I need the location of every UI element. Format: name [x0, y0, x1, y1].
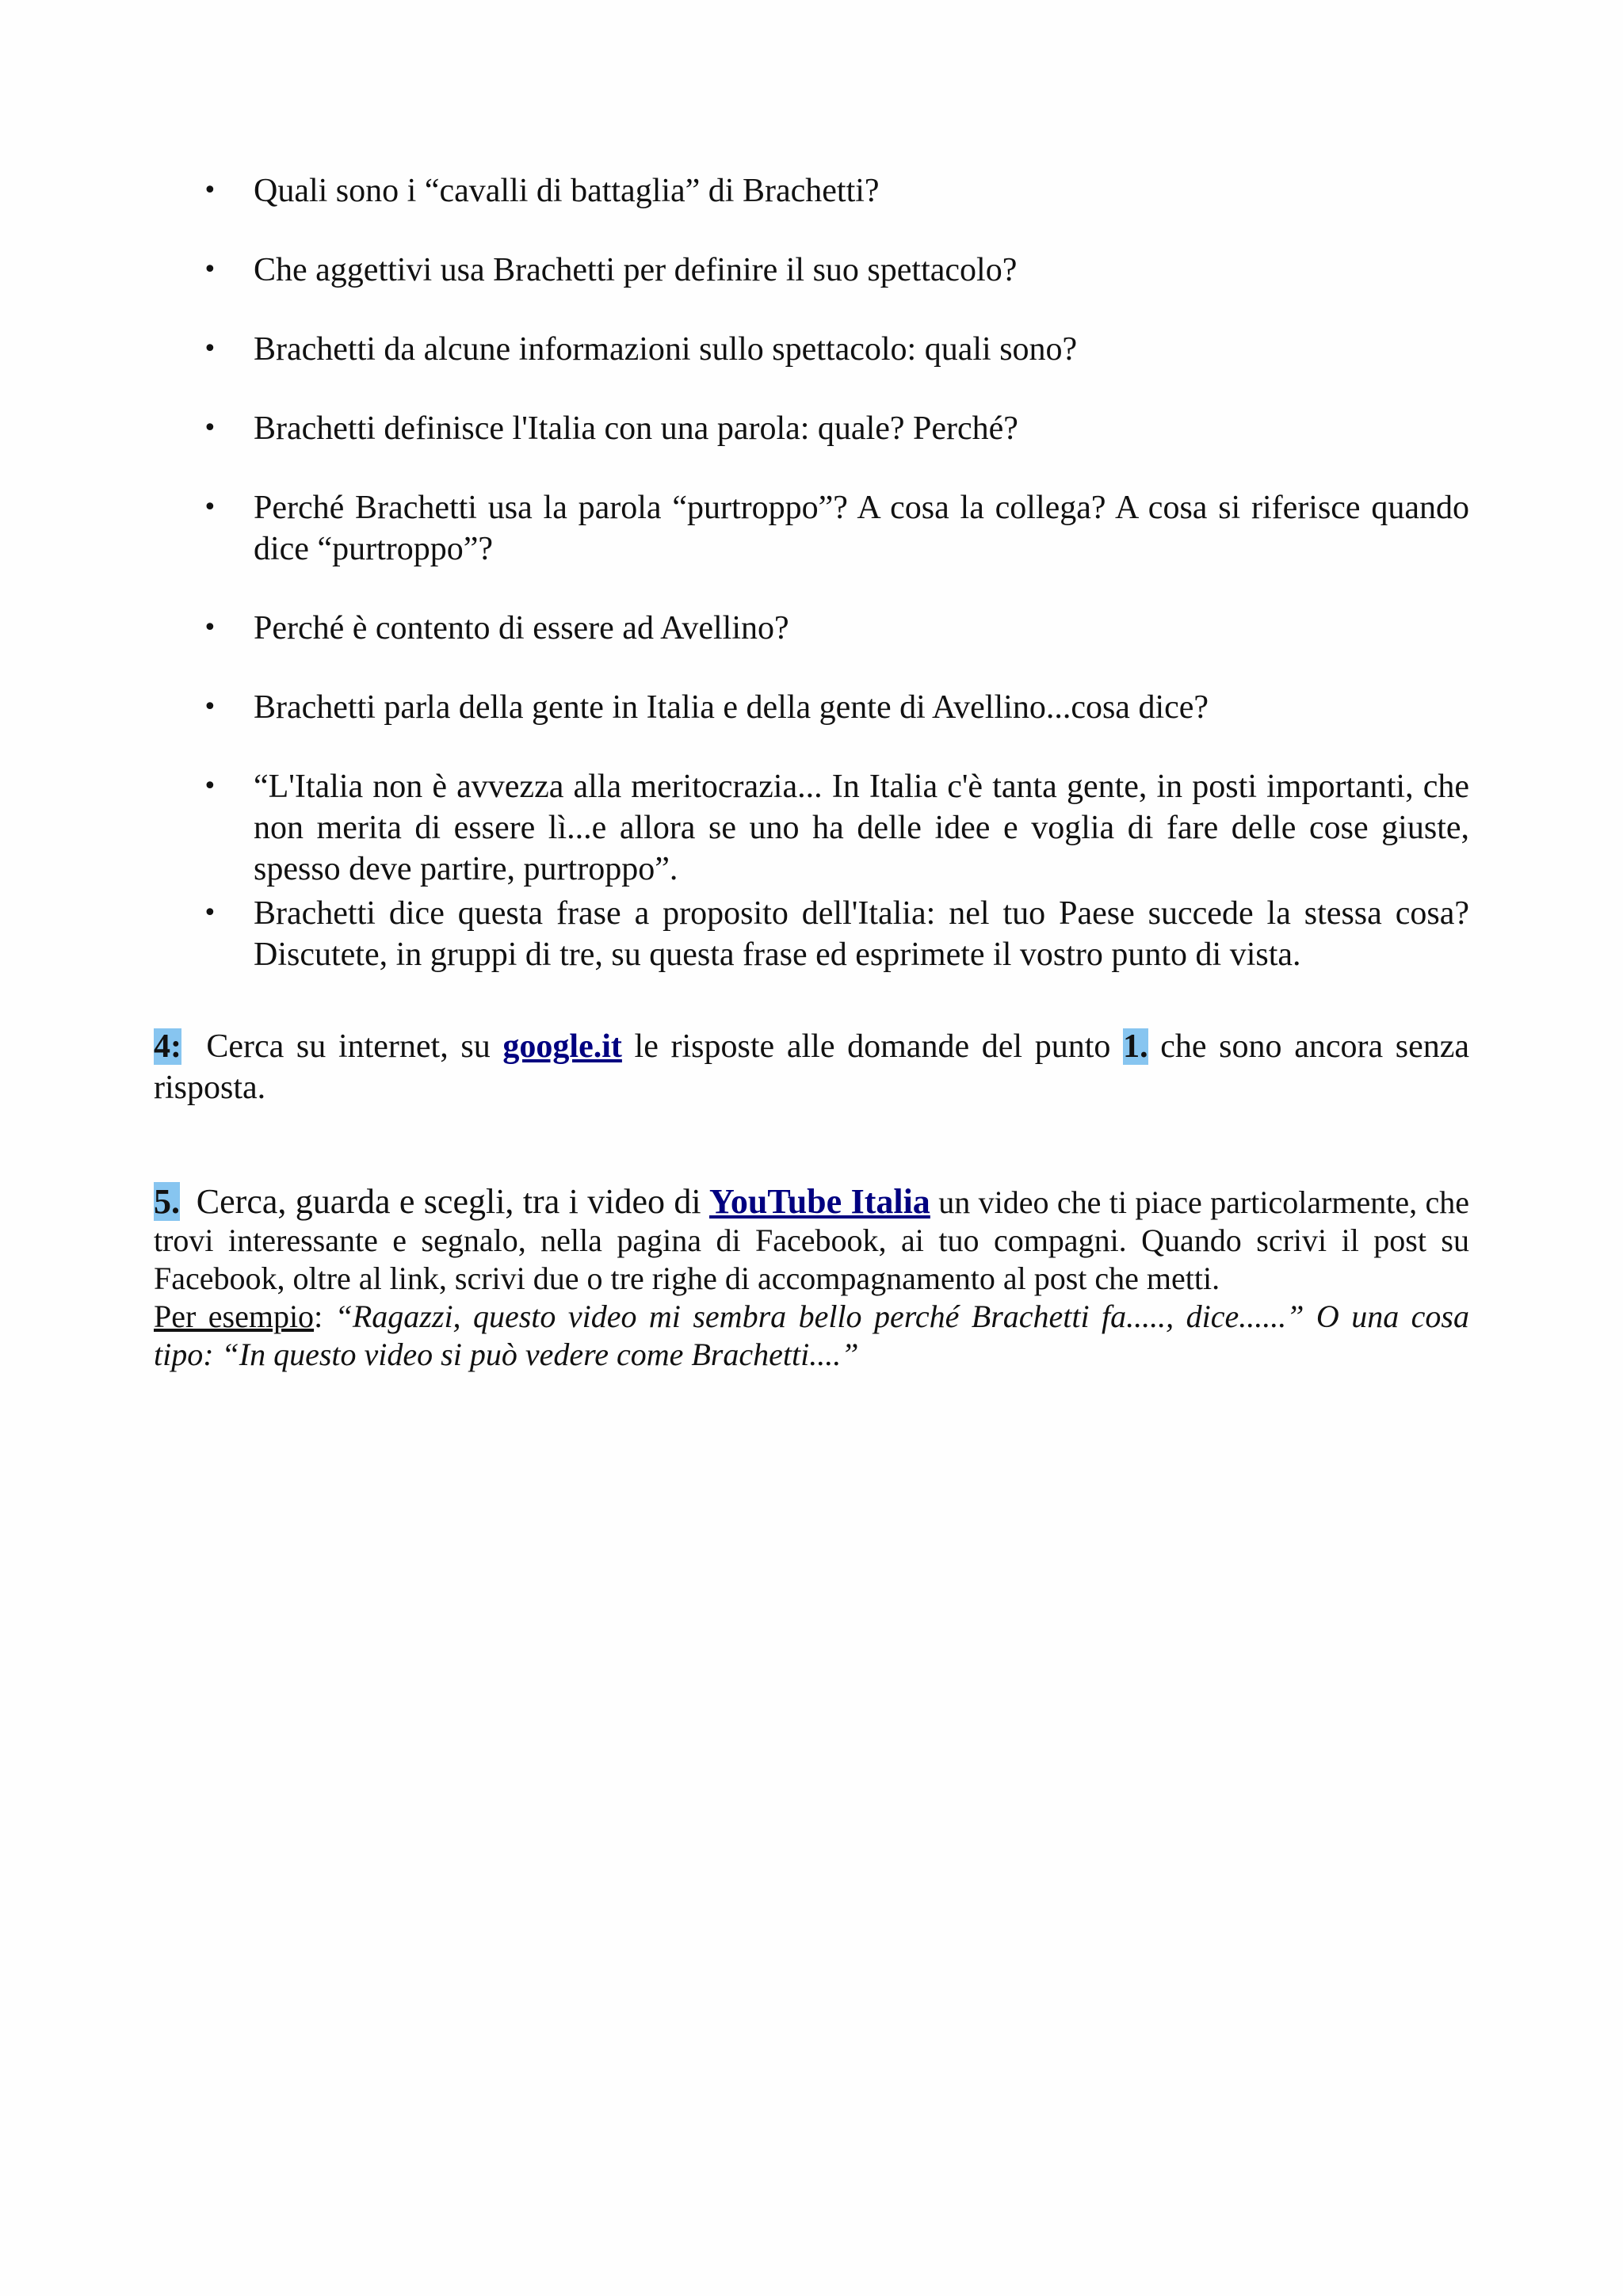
- question-text: Che aggettivi usa Brachetti per definire il suo spettacolo?: [254, 252, 1018, 288]
- bullet-icon: •: [203, 414, 217, 442]
- exercise-5-body: un video che ti piace particolarmente, che trovi interessante e segnalo, nella pagina di Facebook, ai tuo compagni. Quando scrivi il post su Facebook, oltre al link, scrivi due o tre righe di accompagnamento al post che metti.: [154, 1184, 1470, 1296]
- question-text: Brachetti da alcune informazioni sullo spettacolo: quali sono?: [254, 331, 1078, 368]
- exercise-4-text: le risposte alle domande del punto: [634, 1028, 1111, 1065]
- google-link[interactable]: google.it: [502, 1028, 622, 1065]
- question-text: Perché è contento di essere ad Avellino?: [254, 610, 789, 646]
- list-item: [154, 687, 1469, 728]
- question-text: Perché Brachetti usa la parola “purtroppo”? A cosa la collega? A cosa si riferisce quando dice “purtroppo”?: [254, 490, 1469, 567]
- exercise-4-number: 4:: [154, 1028, 181, 1065]
- bullet-icon: •: [203, 899, 217, 927]
- question-list: [154, 170, 1469, 1013]
- list-item: [154, 766, 1469, 890]
- bullet-icon: •: [203, 256, 217, 284]
- list-item: [154, 250, 1469, 291]
- list-item: [154, 893, 1469, 975]
- bullet-icon: •: [203, 772, 217, 800]
- exercise-4-text: Cerca su internet, su: [206, 1028, 491, 1065]
- exercise-5-lead: Cerca, guarda e scegli, tra i video di: [196, 1182, 701, 1221]
- question-text: Brachetti definisce l'Italia con una parola: quale? Perché?: [254, 410, 1018, 447]
- example-colon: :: [314, 1299, 323, 1334]
- bullet-icon: •: [203, 614, 217, 642]
- bullet-icon: •: [203, 693, 217, 721]
- bullet-icon: •: [203, 335, 217, 363]
- question-text: Brachetti parla della gente in Italia e della gente di Avellino...cosa dice?: [254, 689, 1209, 726]
- bullet-icon: •: [203, 177, 217, 204]
- exercise-4-ref: 1.: [1123, 1028, 1148, 1065]
- list-item: [154, 487, 1469, 570]
- exercise-4: [154, 1026, 1469, 1108]
- list-item: [154, 608, 1469, 649]
- list-item: [154, 329, 1469, 370]
- list-item: [154, 170, 1469, 212]
- bullet-icon: •: [203, 494, 217, 521]
- quote-text: “L'Italia non è avvezza alla meritocrazia... In Italia c'è tanta gente, in posti importanti, che non merita di essere lì...e allora se uno ha delle idee e voglia di fare delle cose giuste, spesso deve partire, purtroppo”.: [254, 769, 1469, 887]
- question-text: Quali sono i “cavalli di battaglia” di Brachetti?: [254, 173, 880, 209]
- question-text: Brachetti dice questa frase a proposito dell'Italia: nel tuo Paese succede la stessa cosa? Discutete, in gruppi di tre, su questa frase ed esprimete il vostro punto di vista.: [254, 895, 1469, 973]
- exercise-5-number: 5.: [154, 1182, 180, 1221]
- exercise-4-text: che sono ancora senza risposta.: [154, 1028, 1470, 1106]
- list-item: [154, 408, 1469, 449]
- example-label: Per esempio: [154, 1299, 315, 1334]
- exercise-5: [154, 1183, 1469, 1374]
- example-text: “Ragazzi, questo video mi sembra bello perché Brachetti fa....., dice......” O una cosa tipo: “In questo video si può vedere come Brachetti....”: [154, 1299, 1469, 1372]
- youtube-link[interactable]: YouTube Italia: [709, 1182, 930, 1221]
